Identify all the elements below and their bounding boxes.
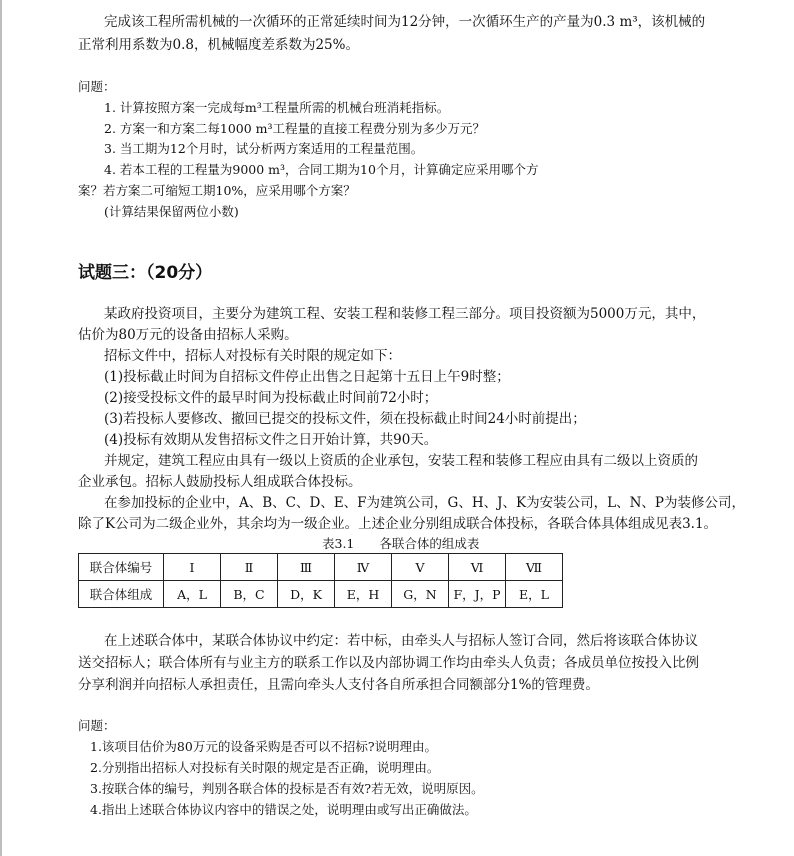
body-line: 某政府投资项目，主要分为建筑工程、安装工程和装修工程三部分。项目投资额为5000万元，其中， xyxy=(104,306,706,322)
body-line: 完成该工程所需机械的一次循环的正常延续时间为12分钟，一次循环生产的产量为0.3 m³，该机械的 xyxy=(104,14,706,30)
table-cell: A，L xyxy=(164,581,221,608)
body-line: 招标文件中，招标人对投标有关时限的规定如下： xyxy=(104,348,401,364)
table-row-label: 联合体组成 xyxy=(79,581,164,608)
question-item: 1. 计算按照方案一完成每m³工程量所需的机械台班消耗指标。 xyxy=(104,100,450,115)
table-row xyxy=(79,581,563,608)
body-line: 企业承包。招标人鼓励投标人组成联合体投标。 xyxy=(78,474,362,490)
table-cell: Ⅶ xyxy=(506,554,563,581)
body-line: 在上述联合体中，某联合体协议中约定：若中标，由牵头人与招标人签订合同，然后将该联合体协议 xyxy=(104,633,698,649)
table-cell: Ⅵ xyxy=(449,554,506,581)
table-cell: D，K xyxy=(278,581,335,608)
question-item: 4.指出上述联合体协议内容中的错误之处，说明理由或写出正确做法。 xyxy=(90,802,477,817)
rule-item: (3)若投标人要修改、撤回已提交的投标文件，须在投标截止时间24小时前提出； xyxy=(104,411,586,427)
table-cell: E，L xyxy=(506,581,563,608)
table-cell: Ⅱ xyxy=(221,554,278,581)
table-caption: 表3.1 各联合体的组成表 xyxy=(322,536,480,551)
rule-item: (1)投标截止时间为自招标文件停止出售之日起第十五日上午9时整； xyxy=(104,369,510,385)
table-cell: Ⅴ xyxy=(392,554,449,581)
table-cell: B，C xyxy=(221,581,278,608)
body-line: 并规定，建筑工程应由具有一级以上资质的企业承包，安装工程和装修工程应由具有二级以上资质的 xyxy=(104,453,698,469)
table-cell: G，N xyxy=(392,581,449,608)
rule-item: (4)投标有效期从发售招标文件之日开始计算，共90天。 xyxy=(104,432,438,448)
consortium-table xyxy=(78,553,563,608)
body-line: 正常利用系数为0.8，机械幅度差系数为25%。 xyxy=(78,37,359,53)
question-item-continued: 案？若方案二可缩短工期10%，应采用哪个方案？ xyxy=(78,183,356,198)
questions-heading: 问题： xyxy=(78,718,116,733)
questions-heading: 问题： xyxy=(78,79,116,94)
body-line: 在参加投标的企业中，A、B、C、D、E、F为建筑公司，G、H、J、K为安装公司，L、N、P为装修公司， xyxy=(104,495,745,511)
question-item: 3. 当工期为12个月时，试分析两方案适用的工程量范围。 xyxy=(104,141,424,156)
calculation-note: (计算结果保留两位小数) xyxy=(104,204,239,219)
body-line: 分享利润并向招标人承担责任，且需向牵头人支付各自所承担合同额部分1%的管理费。 xyxy=(78,677,599,693)
body-line: 送交招标人；联合体所有与业主方的联系工作以及内部协调工作均由牵头人负责；各成员单位按投入比例 xyxy=(78,655,699,671)
body-line: 除了K公司为二级企业外，其余均为一级企业。上述企业分别组成联合体投标，各联合体具体组成见表3.1。 xyxy=(78,516,718,532)
body-line: 估价为80万元的设备由招标人采购。 xyxy=(78,327,298,343)
question-item: 2.分别指出招标人对投标有关时限的规定是否正确，说明理由。 xyxy=(90,760,440,775)
table-cell: Ⅰ xyxy=(164,554,221,581)
question-item: 1.该项目估价为80万元的设备采购是否可以不招标?说明理由。 xyxy=(90,739,438,754)
rule-item: (2)接受投标文件的最早时间为投标截止时间前72小时； xyxy=(104,390,438,406)
question-item: 3.按联合体的编号，判别各联合体的投标是否有效?若无效，说明原因。 xyxy=(90,781,484,796)
table-row-label: 联合体编号 xyxy=(79,554,164,581)
table-cell: F，J，P xyxy=(449,581,506,608)
section-title: 试题三：（20分） xyxy=(78,263,213,283)
question-item: 4. 若本工程的工程量为9000 m³，合同工期为10个月，计算确定应采用哪个方 xyxy=(104,162,539,177)
table-cell: E，H xyxy=(335,581,392,608)
table-cell: Ⅳ xyxy=(335,554,392,581)
table-row xyxy=(79,554,563,581)
question-item: 2. 方案一和方案二每1000 m³工程量的直接工程费分别为多少万元？ xyxy=(104,121,486,136)
table-cell: Ⅲ xyxy=(278,554,335,581)
